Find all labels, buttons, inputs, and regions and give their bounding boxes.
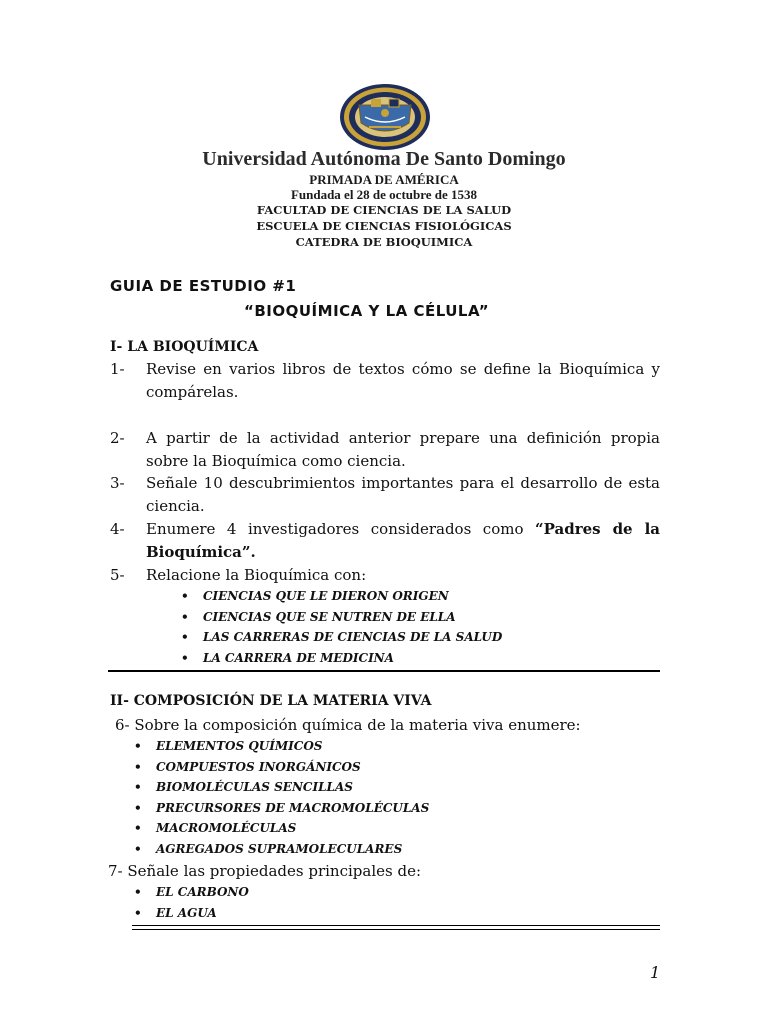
- bullet-icon: •: [181, 650, 189, 665]
- bullet-icon: •: [181, 609, 189, 624]
- list-item: [134, 777, 429, 798]
- header-line-primada: PRIMADA DE AMÉRICA: [309, 172, 459, 187]
- question-text: A partir de la actividad anterior prepare una definición propia sobre la Bioquímica como ciencia.: [146, 429, 660, 470]
- question-number: 1-: [110, 360, 125, 378]
- university-name: Universidad Autónoma De Santo Domingo: [202, 148, 566, 170]
- list-item: [134, 882, 249, 903]
- list-item: [134, 903, 249, 924]
- list-item-text: PRECURSORES DE MACROMOLÉCULAS: [156, 800, 430, 815]
- question-1: [110, 358, 660, 404]
- footer-double-rule-top: [132, 925, 660, 926]
- header-line-faculty: FACULTAD DE CIENCIAS DE LA SALUD: [256, 203, 512, 217]
- list-item-text: BIOMOLÉCULAS SENCILLAS: [156, 780, 353, 795]
- guide-number: GUIA DE ESTUDIO #1: [110, 277, 297, 295]
- question-number: 5-: [110, 566, 125, 584]
- header-line-school: ESCUELA DE CIENCIAS FISIOLÓGICAS: [256, 219, 512, 233]
- bullet-icon: •: [134, 780, 142, 795]
- question-6: 6- Sobre la composición química de la materia viva enumere:: [115, 716, 581, 734]
- bullet-icon: •: [134, 885, 142, 899]
- list-item-text: COMPUESTOS INORGÁNICOS: [156, 759, 361, 774]
- question-text-bold: “Padres de la Bioquímica”.: [146, 520, 660, 561]
- question-number: 4-: [110, 520, 125, 538]
- section-divider: [108, 670, 660, 672]
- question-6-bullet-list: [134, 736, 430, 860]
- list-item-text: ELEMENTOS QUÍMICOS: [156, 739, 323, 753]
- list-item-text: LA CARRERA DE MEDICINA: [203, 650, 394, 665]
- bullet-icon: •: [134, 905, 142, 920]
- question-number: 3-: [110, 474, 125, 492]
- list-item-text: EL AGUA: [156, 905, 217, 920]
- section-1-heading: I- LA BIOQUÍMICA: [110, 339, 259, 355]
- list-item: [181, 648, 502, 669]
- list-item-text: CIENCIAS QUE SE NUTREN DE ELLA: [203, 609, 456, 624]
- question-5-bullet-list: [181, 586, 503, 668]
- list-item-text: LAS CARRERAS DE CIENCIAS DE LA SALUD: [203, 630, 503, 645]
- bullet-icon: •: [134, 841, 142, 856]
- header-line-founded: Fundada el 28 de octubre de 1538: [290, 187, 478, 202]
- bullet-icon: •: [134, 821, 142, 836]
- question-2: [110, 427, 660, 473]
- section-2-heading: II- COMPOSICIÓN DE LA MATERIA VIVA: [110, 693, 432, 709]
- bullet-icon: •: [181, 630, 189, 645]
- bullet-icon: •: [181, 589, 189, 603]
- question-5: [110, 564, 660, 587]
- bullet-icon: •: [134, 739, 142, 753]
- bullet-icon: •: [134, 800, 142, 815]
- list-item: [181, 627, 503, 648]
- list-item-text: EL CARBONO: [156, 885, 249, 899]
- list-item: [181, 607, 502, 628]
- list-item-text: AGREGADOS SUPRAMOLECULARES: [156, 841, 403, 856]
- question-text-plain: Enumere 4 investigadores considerados como: [146, 520, 535, 538]
- list-item: [134, 757, 429, 778]
- list-item: [181, 586, 502, 607]
- list-item-text: MACROMOLÉCULAS: [156, 821, 297, 836]
- bullet-icon: •: [134, 759, 142, 774]
- footer-double-rule-bottom: [132, 929, 660, 930]
- header-line-chair: CATEDRA DE BIOQUIMICA: [295, 235, 473, 249]
- question-number: 2-: [110, 429, 125, 447]
- question-3: [110, 472, 660, 518]
- list-item-text: CIENCIAS QUE LE DIERON ORIGEN: [203, 589, 449, 603]
- question-text: Revise en varios libros de textos cómo se define la Bioquímica y compárelas.: [146, 360, 660, 401]
- question-text: Relacione la Bioquímica con:: [146, 566, 367, 584]
- question-text: [146, 518, 660, 564]
- question-7: 7- Señale las propiedades principales de:: [108, 862, 422, 880]
- question-4: [110, 518, 660, 564]
- list-item: [134, 818, 429, 839]
- list-item: [134, 798, 430, 819]
- university-seal-icon: [339, 83, 431, 151]
- guide-title: “BIOQUÍMICA Y LA CÉLULA”: [244, 302, 490, 320]
- list-item: [134, 736, 429, 757]
- page-number: 1: [650, 963, 661, 982]
- question-text: Señale 10 descubrimientos importantes para el desarrollo de esta ciencia.: [146, 474, 660, 515]
- list-item: [134, 839, 429, 860]
- question-7-bullet-list: [134, 882, 249, 923]
